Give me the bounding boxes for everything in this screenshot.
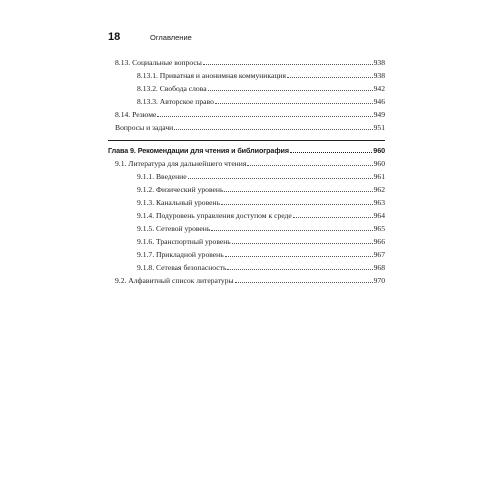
toc-entry-page: 966 xyxy=(373,237,385,246)
toc-entry-page: 963 xyxy=(373,198,385,207)
toc-entry-label: Вопросы и задачи xyxy=(115,123,174,132)
dot-leader xyxy=(232,243,373,244)
toc-entry-8-13-2 xyxy=(108,81,385,94)
toc-entry-label: 9.1.4. Подуровень управления доступом к среде xyxy=(137,211,292,220)
toc-entry-8-13 xyxy=(108,55,385,68)
toc-entry-page: 951 xyxy=(373,123,385,132)
toc-entry-9-1-2 xyxy=(108,182,385,195)
page-number: 18 xyxy=(108,31,121,43)
toc-chapter-9 xyxy=(108,143,385,156)
toc-entry-questions xyxy=(108,120,385,133)
table-of-contents xyxy=(108,55,385,286)
toc-entry-label: 9.1.3. Канальный уровень xyxy=(137,198,221,207)
toc-entry-9-1-7 xyxy=(108,247,385,260)
toc-entry-page: 967 xyxy=(373,250,385,259)
toc-entry-label: 9.1.1. Введение xyxy=(137,172,187,181)
toc-entry-9-1 xyxy=(108,156,385,169)
toc-entry-9-1-4 xyxy=(108,208,385,221)
dot-leader xyxy=(290,152,372,153)
toc-entry-label: 8.13.1. Приватная и анонимная коммуникация xyxy=(137,71,286,80)
dot-leader xyxy=(157,116,372,117)
toc-entry-page: 942 xyxy=(373,84,385,93)
dot-leader xyxy=(221,204,373,205)
toc-entry-page: 962 xyxy=(373,185,385,194)
toc-entry-label: 9.1.6. Транспортный уровень xyxy=(137,237,231,246)
dot-leader xyxy=(225,256,373,257)
toc-entry-9-1-8 xyxy=(108,260,385,273)
dot-leader xyxy=(174,129,372,130)
running-title: Оглавление xyxy=(150,33,192,42)
toc-entry-label: 9.1. Литература для дальнейшего чтения xyxy=(115,159,247,168)
dot-leader xyxy=(247,165,372,166)
toc-entry-label: 8.13.3. Авторское право xyxy=(137,97,214,106)
toc-entry-page: 964 xyxy=(373,211,385,220)
toc-entry-page: 946 xyxy=(373,97,385,106)
toc-entry-9-1-6 xyxy=(108,234,385,247)
toc-entry-9-1-1 xyxy=(108,169,385,182)
dot-leader xyxy=(293,217,373,218)
toc-entry-page: 970 xyxy=(373,276,385,285)
dot-leader xyxy=(208,90,373,91)
dot-leader xyxy=(224,191,372,192)
toc-entry-label: 9.2. Алфавитный список литературы xyxy=(115,276,234,285)
toc-entry-page: 961 xyxy=(373,172,385,181)
toc-entry-9-2 xyxy=(108,273,385,286)
dot-leader xyxy=(235,282,373,283)
toc-entry-8-13-1 xyxy=(108,68,385,81)
toc-entry-label: 9.1.7. Прикладной уровень xyxy=(137,250,224,259)
toc-entry-label: 8.13. Социальные вопросы xyxy=(115,58,202,67)
toc-entry-label: 8.13.2. Свобода слова xyxy=(137,84,207,93)
toc-entry-page: 965 xyxy=(373,224,385,233)
running-head xyxy=(108,31,192,45)
dot-leader xyxy=(215,103,373,104)
dot-leader xyxy=(211,230,372,231)
toc-entry-page: 968 xyxy=(373,263,385,272)
toc-entry-label: 9.1.8. Сетевая безопасность xyxy=(137,263,227,272)
toc-entry-9-1-5 xyxy=(108,221,385,234)
chapter-divider xyxy=(108,140,385,141)
dot-leader xyxy=(227,269,372,270)
toc-entry-8-13-3 xyxy=(108,94,385,107)
toc-entry-8-14 xyxy=(108,107,385,120)
toc-entry-label: 8.14. Резюме xyxy=(115,110,157,119)
toc-entry-page: 938 xyxy=(373,58,385,67)
dot-leader xyxy=(203,64,373,65)
toc-entry-label: 9.1.2. Физический уровень xyxy=(137,185,224,194)
toc-entry-page: 949 xyxy=(373,110,385,119)
toc-entry-9-1-3 xyxy=(108,195,385,208)
dot-leader xyxy=(188,178,373,179)
toc-entry-label: 9.1.5. Сетевой уровень xyxy=(137,224,211,233)
chapter-title: Глава 9. Рекомендации для чтения и библиография xyxy=(108,146,289,155)
dot-leader xyxy=(287,77,373,78)
chapter-page: 960 xyxy=(373,146,385,155)
toc-entry-page: 938 xyxy=(373,71,385,80)
toc-entry-page: 960 xyxy=(373,159,385,168)
